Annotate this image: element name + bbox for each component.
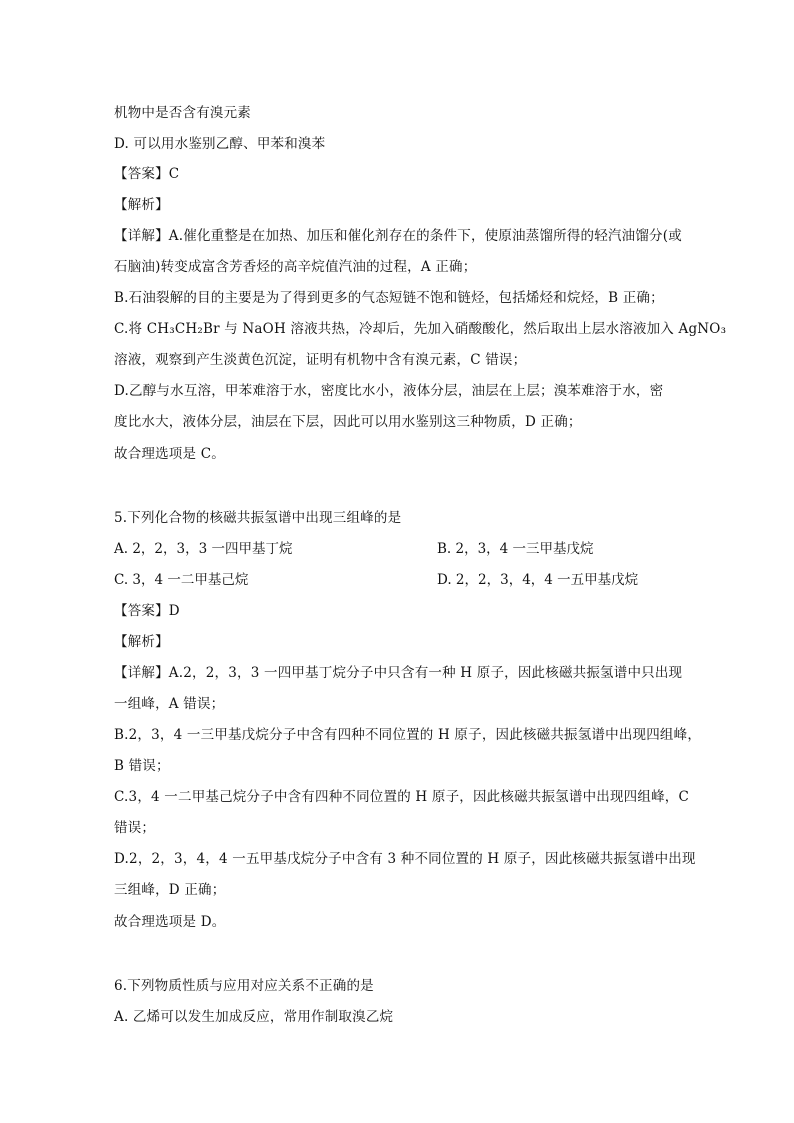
q4-detail-line: 石脑油)转变成富含芳香烃的高辛烷值汽油的过程，A 正确； <box>114 259 477 275</box>
q4-answer: 【答案】C <box>114 166 180 182</box>
q5-detail-line: B 错误； <box>114 758 170 774</box>
q5-answer: 【答案】D <box>114 603 180 619</box>
q5-detail-line: 【详解】A.2，2，3，3 一四甲基丁烷分子中只含有一种 H 原子，因此核磁共振氢谱中只出现 <box>114 665 683 681</box>
q5-conclusion: 故合理选项是 D。 <box>114 914 226 930</box>
q4-detail-line: C.将 CH₃CH₂Br 与 NaOH 溶液共热，冷却后，先加入硝酸酸化，然后取出上层水溶液加入 AgNO₃ <box>114 321 727 337</box>
q5-detail-line: 三组峰，D 正确； <box>114 882 226 898</box>
q5-detail-line: 错误； <box>114 820 156 836</box>
q5-analysis-heading: 【解析】 <box>114 634 169 650</box>
q5-stem: 5.下列化合物的核磁共振氢谱中出现三组峰的是 <box>114 510 402 526</box>
q5-option-c: C. 3，4 一二甲基己烷 <box>114 572 249 588</box>
q5-option-a: A. 2，2，3，3 一四甲基丁烷 <box>114 541 293 557</box>
q6-option-a: A. 乙烯可以发生加成反应，常用作制取溴乙烷 <box>114 1009 394 1025</box>
q5-detail-line: B.2，3，4 一三甲基戊烷分子中含有四种不同位置的 H 原子，因此核磁共振氢谱中出现四组峰， <box>114 727 702 743</box>
q6-stem: 6.下列物质性质与应用对应关系不正确的是 <box>114 978 374 994</box>
q5-detail-line: D.2，2，3，4，4 一五甲基戊烷分子中含有 3 种不同位置的 H 原子，因此核磁共振氢谱中出现 <box>114 851 696 867</box>
q5-detail-line: C.3，4 一二甲基己烷分子中含有四种不同位置的 H 原子，因此核磁共振氢谱中出现四组峰，C <box>114 789 689 805</box>
q4-detail-line: 【详解】A.催化重整是在加热、加压和催化剂存在的条件下，使原油蒸馏所得的轻汽油馏分(或 <box>114 228 682 244</box>
q4-option-d: D. 可以用水鉴别乙醇、甲苯和溴苯 <box>114 136 326 152</box>
q5-option-b: B. 2，3，4 一三甲基戊烷 <box>437 541 594 557</box>
q4-stem-continuation: 机物中是否含有溴元素 <box>114 105 251 121</box>
q4-detail-line: 溶液，观察到产生淡黄色沉淀，证明有机物中含有溴元素，C 错误； <box>114 352 527 368</box>
q4-detail-line: 度比水大，液体分层，油层在下层，因此可以用水鉴别这三种物质，D 正确； <box>114 414 582 430</box>
q4-analysis-heading: 【解析】 <box>114 197 169 213</box>
q5-detail-line: 一组峰，A 错误； <box>114 696 225 712</box>
q4-conclusion: 故合理选项是 C。 <box>114 446 225 462</box>
q5-option-d: D. 2，2，3，4，4 一五甲基戊烷 <box>437 572 639 588</box>
q4-detail-line: D.乙醇与水互溶，甲苯难溶于水，密度比水小，液体分层，油层在上层；溴苯难溶于水，密 <box>114 383 664 399</box>
q4-detail-line: B.石油裂解的目的主要是为了得到更多的气态短链不饱和链烃，包括烯烃和烷烃，B 正确； <box>114 290 664 306</box>
